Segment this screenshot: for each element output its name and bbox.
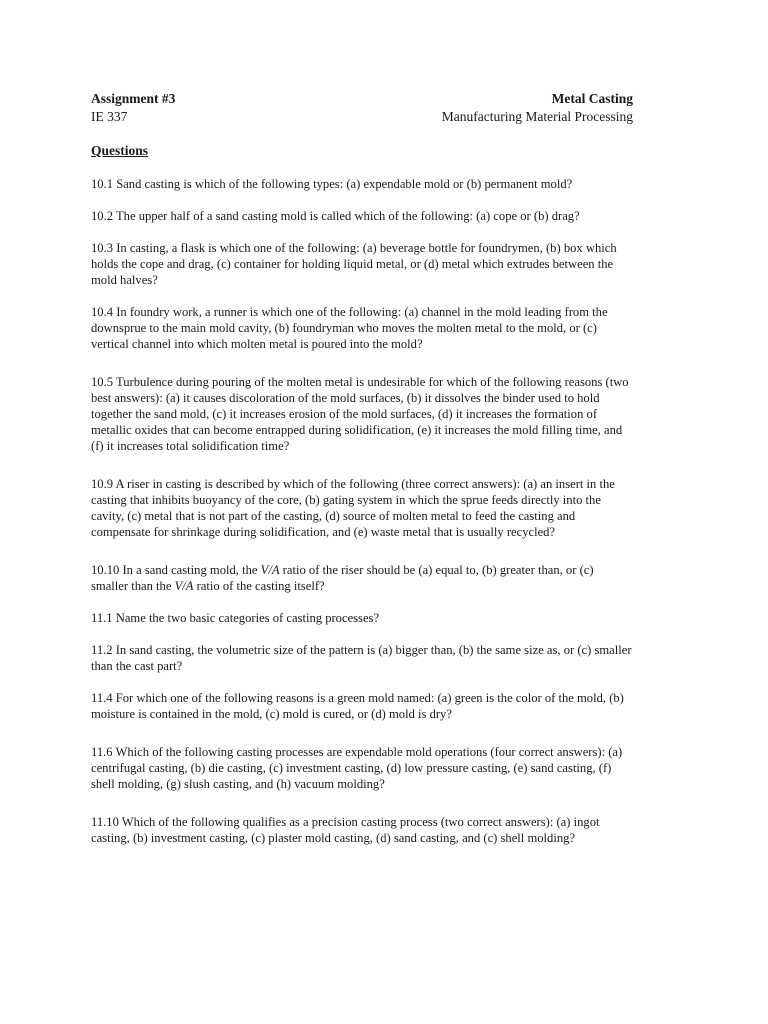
question-10-4: 10.4 In foundry work, a runner is which one of the following: (a) channel in the mold leading from the downsprue to the main mold cavity, (b) foundryman who moves the molten metal to the mold, or (c) vertical channel into which molten metal is poured into the mold? [91, 305, 608, 351]
header-row-2 [91, 108, 633, 126]
question-11-10: 11.10 Which of the following qualifies as a precision casting process (two correct answers): (a) ingot casting, (b) investment casting, (c) plaster mold casting, (d) sand casting, and (c) shell molding? [91, 815, 600, 845]
question-10-2: 10.2 The upper half of a sand casting mold is called which of the following: (a) cope or (b) drag? [91, 209, 580, 223]
question-11-4: 11.4 For which one of the following reasons is a green mold named: (a) green is the color of the mold, (b) moisture is contained in the mold, (c) mold is cured, or (d) mold is dry? [91, 691, 624, 721]
topic-label: Metal Casting [551, 91, 633, 106]
question-10-5: 10.5 Turbulence during pouring of the molten metal is undesirable for which of the following reasons (two best answers): (a) it causes discoloration of the mold surfaces, (b) it dissolves the binder used to hold together the sand mold, (c) it increases erosion of the mold surfaces, (d) it increases the formation of metallic oxides that can become entrapped during solidification, (e) it increases the mold filling time, and (f) it increases total solidification time? [91, 375, 629, 453]
course-code: IE 337 [91, 109, 128, 124]
question-10-10 [91, 562, 633, 594]
q1010-va-1: V/A [260, 563, 280, 577]
q1010-part-a: 10.10 In a sand casting mold, the [91, 563, 261, 577]
question-11-6: 11.6 Which of the following casting processes are expendable mold operations (four correct answers): (a) centrifugal casting, (b) die casting, (c) investment casting, (d) low pressure casting, (e) sand casting, (f) shell molding, (g) slush casting, and (h) vacuum molding? [91, 745, 623, 791]
course-title: Manufacturing Material Processing [441, 109, 633, 124]
q1010-part-c: ratio of the casting itself? [193, 579, 325, 593]
q1010-part-b: ratio of the riser should be (a) equal to, (b) greater than, or (c) smaller than the [91, 563, 594, 593]
question-10-9: 10.9 A riser in casting is described by which of the following (three correct answers): (a) an insert in the casting that inhibits buoyancy of the core, (b) gating system in which the sprue feeds directly into the cavity, (c) metal that is not part of the casting, (d) source of molten metal to feed the casting and compensate for shrinkage during solidification, and (e) waste metal that is usually recycled? [91, 477, 615, 539]
question-11-2: 11.2 In sand casting, the volumetric size of the pattern is (a) bigger than, (b) the same size as, or (c) smaller than the cast part? [91, 643, 632, 673]
assignment-label: Assignment #3 [91, 91, 176, 106]
question-11-1: 11.1 Name the two basic categories of casting processes? [91, 611, 380, 625]
header-row-1 [91, 90, 633, 108]
question-10-1: 10.1 Sand casting is which of the following types: (a) expendable mold or (b) permanent mold? [91, 177, 573, 191]
q1010-va-2: V/A [174, 579, 194, 593]
question-10-3: 10.3 In casting, a flask is which one of the following: (a) beverage bottle for foundrymen, (b) box which holds the cope and drag, (c) container for holding liquid metal, or (d) metal which extrudes between the mold halves? [91, 241, 617, 287]
section-title: Questions [91, 143, 149, 158]
document-page [91, 90, 633, 846]
